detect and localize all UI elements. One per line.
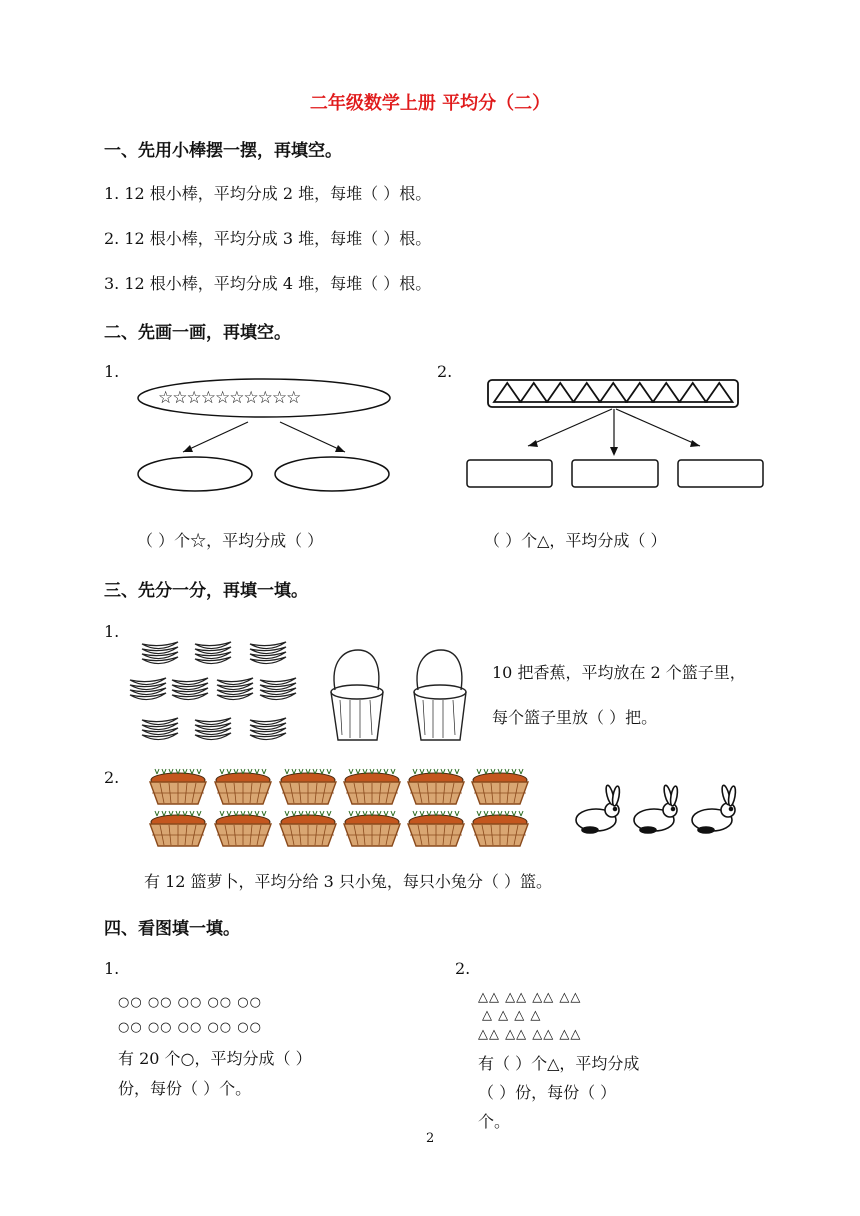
carrot-basket-icon xyxy=(472,811,528,846)
page-number: 2 xyxy=(426,1131,435,1146)
triangle-row-1: △△ △△ △△ △△ xyxy=(478,990,582,1005)
section1-heading: 一、先用小棒摆一摆，再填空。 xyxy=(104,141,342,161)
section1-item-1: 1. 12 根小棒，平均分成 2 堆，每堆（ ）根。 xyxy=(104,184,432,203)
rabbits xyxy=(576,785,737,833)
section4-q2-line1: 有（ ）个△，平均分成 xyxy=(478,1054,640,1073)
triangle-row-3: △△ △△ △△ △△ xyxy=(478,1027,582,1042)
circle-row-1: ○○ ○○ ○○ ○○ ○○ xyxy=(118,995,262,1010)
carrot-basket-icon xyxy=(215,811,271,846)
page-title: 二年级数学上册 平均分（二） xyxy=(309,93,551,114)
section4-q1-line2: 份，每份（ ）个。 xyxy=(118,1079,252,1098)
carrot-basket-icon xyxy=(408,769,464,804)
section3-q2-number: 2. xyxy=(104,768,120,787)
carrot-basket-icon xyxy=(408,811,464,846)
carrot-basket-icon xyxy=(215,769,271,804)
section4-q2-line2: （ ）份，每份（ ） xyxy=(478,1083,617,1102)
section3-q1-line2: 每个篮子里放（ ）把。 xyxy=(492,708,658,727)
carrot-basket-icon xyxy=(280,769,336,804)
section4-q1-number: 1. xyxy=(104,959,120,978)
rabbit-icon xyxy=(576,785,621,833)
section4-heading: 四、看图填一填。 xyxy=(104,919,240,939)
section3-heading: 三、先分一分，再填一填。 xyxy=(104,581,308,601)
circle-row-2: ○○ ○○ ○○ ○○ ○○ xyxy=(118,1020,262,1035)
section3-q1-line1: 10 把香蕉，平均放在 2 个篮子里， xyxy=(492,663,746,682)
section3-q2-text: 有 12 篮萝卜，平均分给 3 只小兔，每只小兔分（ ）篮。 xyxy=(144,872,552,891)
section4-q2-line3: 个。 xyxy=(478,1112,511,1131)
section4-q2-number: 2. xyxy=(455,959,471,978)
carrot-baskets xyxy=(150,769,528,846)
section2-q1-text: （ ）个☆，平均分成（ ） xyxy=(137,531,324,550)
section2-q2-number: 2. xyxy=(437,362,453,381)
section1-item-2: 2. 12 根小棒，平均分成 3 堆，每堆（ ）根。 xyxy=(104,229,432,248)
section3-q1-number: 1. xyxy=(104,622,120,641)
carrot-basket-icon xyxy=(344,811,400,846)
section4-q1-line1: 有 20 个○，平均分成（ ） xyxy=(118,1049,312,1068)
carrot-basket-icon xyxy=(150,811,206,846)
star-row: ☆☆☆☆☆☆☆☆☆☆ xyxy=(158,388,301,408)
section2-q2-text: （ ）个△，平均分成（ ） xyxy=(484,531,667,550)
section1-item-3: 3. 12 根小棒，平均分成 4 堆，每堆（ ）根。 xyxy=(104,274,432,293)
carrot-basket-icon xyxy=(344,769,400,804)
section2-heading: 二、先画一画，再填空。 xyxy=(104,323,291,343)
carrot-basket-icon xyxy=(150,769,206,804)
rabbit-icon xyxy=(692,785,737,833)
triangle-row-2: △ △ △ △ xyxy=(482,1008,542,1023)
carrot-basket-icon xyxy=(472,769,528,804)
carrot-basket-icon xyxy=(280,811,336,846)
rabbit-icon xyxy=(634,785,679,833)
section2-q1-number: 1. xyxy=(104,362,120,381)
